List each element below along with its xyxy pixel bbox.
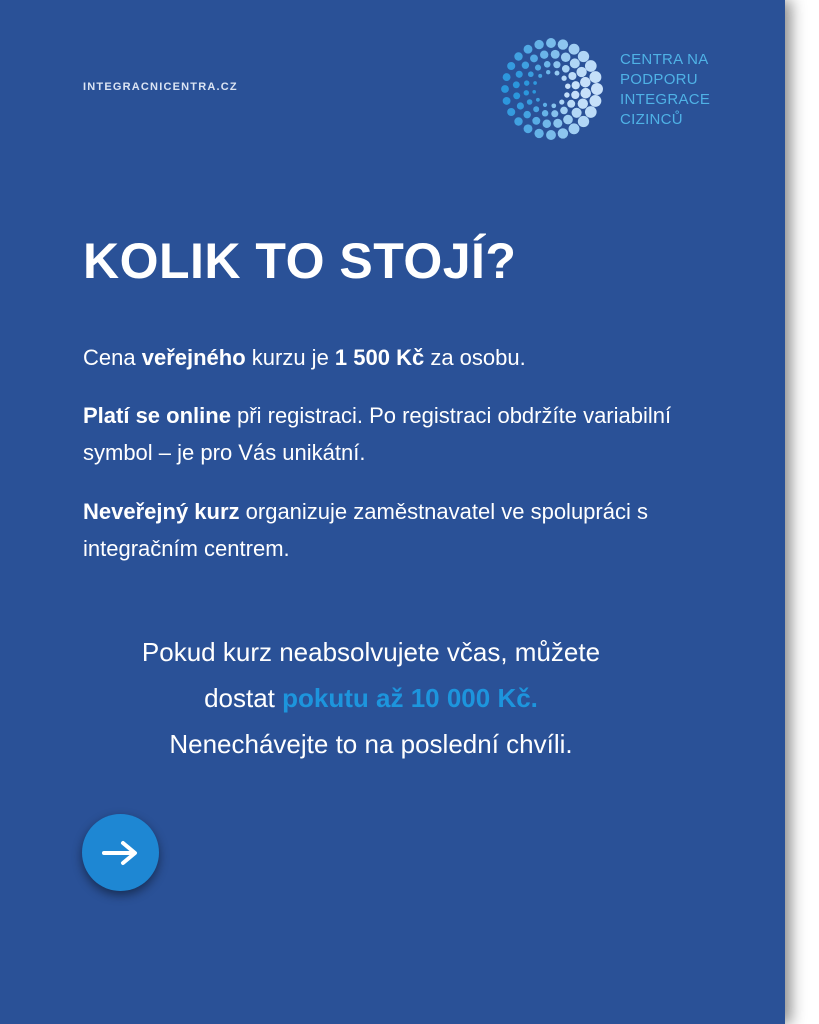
logo-dot	[572, 108, 582, 118]
logo-dot	[551, 103, 556, 108]
logo-dot	[538, 74, 542, 78]
logo-dot	[528, 71, 534, 77]
logo-dot	[589, 71, 601, 83]
logo-dot	[567, 100, 575, 108]
logo-dot	[555, 71, 560, 76]
notice-line	[60, 675, 682, 721]
logo-dot	[551, 50, 560, 59]
dotted-circle-logo-icon	[496, 34, 608, 144]
logo-dot	[543, 103, 547, 107]
site-url: INTEGRACNICENTRA.CZ	[83, 81, 238, 93]
logo-dot	[544, 61, 551, 68]
logo-text-line: PODPORU	[620, 71, 698, 88]
logo-dot	[540, 51, 548, 59]
logo-dot	[530, 54, 538, 62]
price-text: kurzu je	[245, 345, 335, 370]
logo-dot	[572, 81, 580, 89]
organization-logo	[496, 34, 726, 144]
logo-dot	[522, 62, 529, 69]
private-course-paragraph	[83, 493, 683, 567]
logo-dot	[523, 111, 530, 118]
logo-dot	[543, 119, 552, 128]
fine-notice	[60, 629, 682, 767]
logo-dot	[578, 51, 589, 62]
logo-dot	[585, 60, 597, 72]
arrow-right-icon	[101, 838, 141, 868]
logo-dot	[564, 92, 569, 97]
logo-dot	[517, 102, 524, 109]
logo-dot	[507, 62, 515, 70]
logo-dot	[542, 110, 549, 117]
logo-dot	[585, 106, 597, 118]
payment-text: při registraci. Po registraci obdržíte variabilní symbol – je pro Vás unikátní.	[83, 403, 672, 465]
notice-line: Nenechávejte to na poslední chvíli.	[169, 729, 573, 759]
logo-dot	[536, 98, 540, 102]
logo-dot	[527, 99, 533, 105]
price-paragraph	[83, 339, 683, 376]
logo-dot	[524, 45, 533, 54]
logo-dot	[513, 92, 520, 99]
logo-dot	[571, 91, 579, 99]
page-title: KOLIK TO STOJÍ?	[83, 233, 517, 289]
logo-dot	[534, 129, 543, 138]
logo-text-line: INTEGRACE	[620, 91, 711, 108]
fine-amount: pokutu až 10 000 Kč.	[282, 683, 538, 713]
logo-dot	[563, 115, 573, 125]
logo-dot	[570, 58, 580, 68]
price-text: Cena	[83, 345, 142, 370]
logo-dot	[591, 83, 603, 95]
logo-dot	[578, 116, 589, 127]
logo-dot	[558, 128, 568, 138]
logo-dot	[514, 117, 522, 125]
payment-method-label: Platí se online	[83, 403, 231, 428]
logo-dot	[524, 124, 533, 133]
logo-dot	[535, 65, 541, 71]
logo-dot	[513, 81, 520, 88]
logo-dot	[558, 39, 568, 49]
logo-dot	[533, 81, 537, 85]
next-button[interactable]	[82, 814, 159, 891]
logo-dot	[553, 119, 562, 128]
logo-dot	[589, 95, 601, 107]
logo-dot	[514, 52, 522, 60]
logo-dot	[524, 80, 529, 85]
logo-dot	[546, 70, 550, 74]
logo-dot	[524, 90, 529, 95]
logo-dot	[501, 85, 509, 93]
logo-dot	[560, 107, 568, 115]
payment-paragraph	[83, 397, 683, 471]
notice-line: Pokud kurz neabsolvujete včas, můžete	[141, 637, 601, 667]
logo-dot	[503, 73, 511, 81]
logo-dot	[553, 61, 560, 68]
logo-dot	[580, 88, 591, 99]
logo-text-line: CENTRA NA	[620, 51, 709, 68]
logo-dot	[578, 99, 588, 109]
price-amount: 1 500 Kč	[334, 345, 425, 370]
logo-dot	[562, 65, 570, 73]
logo-dot	[565, 83, 571, 89]
logo-dot	[532, 90, 536, 94]
logo-dot	[534, 40, 543, 49]
logo-dot	[503, 97, 511, 105]
logo-dot	[568, 72, 576, 80]
logo-dot	[561, 76, 566, 81]
private-course-label: Neveřejný kurz	[83, 499, 240, 524]
logo-text-line: CIZINCŮ	[620, 111, 683, 128]
logo-text	[620, 50, 730, 130]
public-course-label: veřejného	[141, 345, 246, 370]
logo-dot	[569, 44, 580, 55]
logo-dot	[569, 123, 580, 134]
private-course-text: organizuje zaměstnavatel ve spolupráci s integračním centrem.	[83, 499, 648, 561]
logo-dot	[576, 67, 586, 77]
logo-dot	[559, 100, 564, 105]
logo-dot	[516, 71, 523, 78]
logo-dot	[546, 38, 556, 48]
logo-dot	[580, 77, 591, 88]
price-text: za osobu.	[424, 345, 526, 370]
logo-dot	[546, 130, 556, 140]
logo-dot	[533, 106, 539, 112]
notice-text: dostat	[204, 683, 283, 713]
logo-dot	[561, 52, 571, 62]
logo-dot	[532, 117, 540, 125]
logo-dot	[507, 108, 515, 116]
logo-dot	[551, 110, 558, 117]
